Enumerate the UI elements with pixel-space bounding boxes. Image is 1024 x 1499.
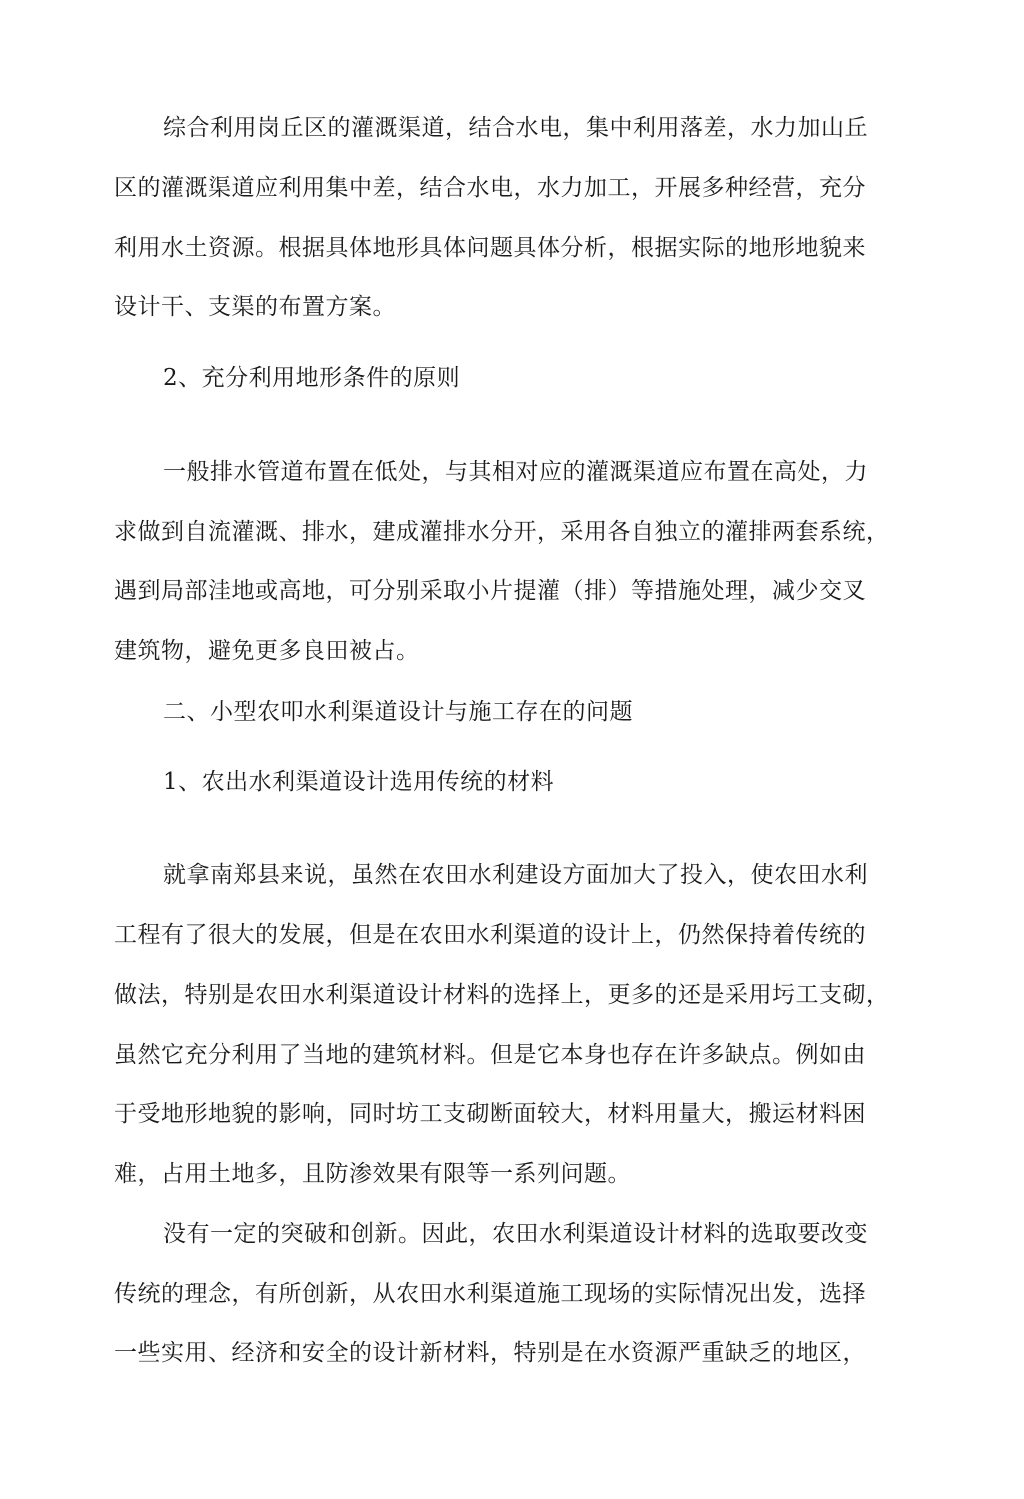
paragraph-4-line-3: 一些实用、经济和安全的设计新材料，特别是在水资源严重缺乏的地区， — [114, 1340, 866, 1366]
paragraph-1-line-4: 设计干、支渠的布置方案。 — [114, 294, 396, 320]
section-heading-traditional-materials: 1、农出水利渠道设计选用传统的材料 — [163, 769, 555, 795]
section-heading-problems: 二、小型农叩水利渠道设计与施工存在的问题 — [163, 699, 633, 725]
paragraph-2-line-3: 遇到局部洼地或高地，可分别采取小片提灌（排）等措施处理，减少交叉 — [114, 578, 866, 604]
paragraph-3-line-5: 于受地形地貌的影响，同时坊工支砌断面较大，材料用量大，搬运材料困 — [114, 1101, 866, 1127]
section-heading-terrain-principle: 2、充分利用地形条件的原则 — [163, 365, 461, 391]
paragraph-3-line-6: 难，占用土地多，且防渗效果有限等一系列问题。 — [114, 1161, 631, 1187]
paragraph-4-line-1: 没有一定的突破和创新。因此，农田水利渠道设计材料的选取要改变 — [163, 1221, 868, 1247]
paragraph-3-line-2: 工程有了很大的发展，但是在农田水利渠道的设计上，仍然保持着传统的 — [114, 922, 866, 948]
paragraph-2-line-2: 求做到自流灌溉、排水，建成灌排水分开，采用各自独立的灌排两套系统， — [114, 519, 890, 545]
paragraph-1-line-1: 综合利用岗丘区的灌溉渠道，结合水电，集中利用落差，水力加山丘 — [163, 115, 868, 141]
paragraph-3-line-3: 做法，特别是农田水利渠道设计材料的选择上，更多的还是采用圬工支砌， — [114, 982, 890, 1008]
paragraph-1-line-3: 利用水土资源。根据具体地形具体问题具体分析，根据实际的地形地貌来 — [114, 235, 866, 261]
paragraph-3-line-1: 就拿南郑县来说，虽然在农田水利建设方面加大了投入，使农田水利 — [163, 862, 868, 888]
paragraph-2-line-1: 一般排水管道布置在低处，与其相对应的灌溉渠道应布置在高处，力 — [163, 459, 868, 485]
paragraph-2-line-4: 建筑物，避免更多良田被占。 — [114, 638, 420, 664]
paragraph-4-line-2: 传统的理念，有所创新，从农田水利渠道施工现场的实际情况出发，选择 — [114, 1281, 866, 1307]
paragraph-1-line-2: 区的灌溉渠道应利用集中差，结合水电，水力加工，开展多种经营，充分 — [114, 175, 866, 201]
paragraph-3-line-4: 虽然它充分利用了当地的建筑材料。但是它本身也存在许多缺点。例如由 — [114, 1042, 866, 1068]
